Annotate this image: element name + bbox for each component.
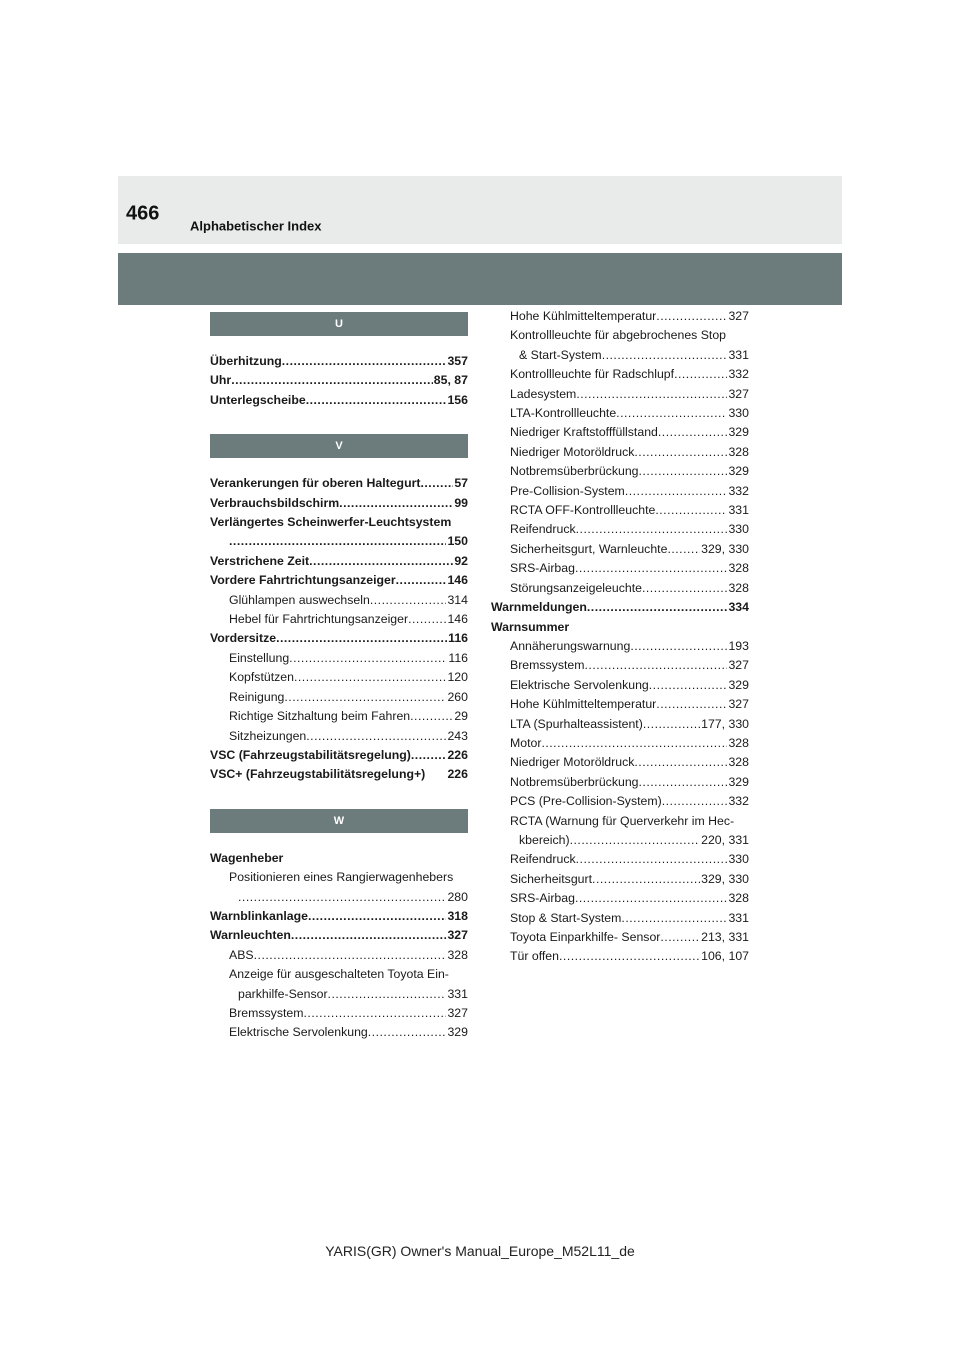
index-page-ref: 329 (728, 464, 749, 479)
index-entry-label: Sicherheitsgurt (510, 871, 593, 886)
dot-leader (634, 443, 727, 462)
dot-leader (254, 946, 447, 965)
dot-leader (303, 1004, 446, 1023)
index-page-ref: 327 (728, 386, 749, 401)
index-entry (491, 579, 749, 598)
index-entry (491, 423, 749, 442)
index-column-right (491, 307, 749, 967)
index-page-ref: 318 (447, 908, 468, 923)
index-entry-label: Verlängertes Scheinwerfer-Leuchtsystem (210, 515, 452, 530)
index-page-ref: 150 (447, 534, 468, 549)
dot-leader (616, 404, 727, 423)
index-entry-label: Vordersitze (210, 631, 277, 646)
index-entry (210, 707, 468, 726)
dot-leader (576, 520, 728, 539)
index-entry-label: Motor (510, 735, 542, 750)
dot-leader (649, 676, 728, 695)
index-entry (210, 513, 468, 532)
dot-leader (229, 532, 446, 551)
index-entry (491, 462, 749, 481)
index-entry (491, 831, 749, 850)
dot-leader (674, 365, 727, 384)
dot-leader (309, 552, 453, 571)
index-entry (210, 391, 468, 410)
dot-leader (630, 637, 727, 656)
index-entry (491, 792, 749, 811)
dot-leader (639, 773, 728, 792)
dot-leader (289, 649, 447, 668)
index-entry-label: Einstellung (229, 650, 290, 665)
index-entry-label: VSC (Fahrzeugstabilitätsregelung) (210, 747, 411, 762)
index-entry-label: Notbremsüberbrückung (510, 774, 639, 789)
dot-leader (408, 610, 446, 629)
index-entry-label: kbereich) (519, 832, 570, 847)
index-page-ref: 116 (448, 631, 468, 646)
index-entry (210, 352, 468, 371)
index-entry-label: Sicherheitsgurt, Warnleuchte (510, 541, 668, 556)
index-entry (210, 474, 468, 493)
footer-manual-id: YARIS(GR) Owner's Manual_Europe_M52L11_de (325, 1243, 635, 1259)
index-entry-label: Pre-Collision-System (510, 483, 625, 498)
header-dark-band (118, 253, 842, 305)
dot-leader (667, 540, 700, 559)
index-entry (491, 947, 749, 966)
index-entry (210, 668, 468, 687)
index-entry-label: VSC+ (Fahrzeugstabilitätsregelung+) (210, 767, 426, 782)
index-entry (491, 870, 749, 889)
index-entry-label: Notbremsüberbrückung (510, 464, 639, 479)
index-page-ref: 243 (447, 728, 468, 743)
index-page-ref: 329 (728, 774, 749, 789)
index-entry (491, 734, 749, 753)
index-page-ref: 329, 330 (701, 871, 749, 886)
index-entry (210, 552, 468, 571)
index-entry (210, 888, 468, 907)
index-page-ref: 146 (447, 573, 468, 588)
dot-leader (621, 909, 727, 928)
index-entry-label: Annäherungswarnung (510, 638, 631, 653)
index-entry (491, 812, 749, 831)
index-entry (210, 371, 468, 390)
index-entry-label: Toyota Einparkhilfe- Sensor (510, 930, 661, 944)
index-entry (210, 849, 468, 868)
index-page-ref: 327 (447, 1005, 468, 1020)
header-top-band (118, 176, 842, 244)
dot-leader (306, 391, 447, 410)
dot-leader (294, 668, 447, 687)
index-page-ref: 329 (447, 1025, 468, 1040)
index-entry (210, 610, 468, 629)
index-entry (210, 746, 468, 765)
index-entry-label: Verstrichene Zeit (210, 553, 310, 568)
dot-leader (559, 947, 700, 966)
index-entry-label: Elektrische Servolenkung (510, 677, 649, 692)
index-entry-label: LTA (Spurhalteassistent) (510, 716, 643, 731)
index-page-ref: 332 (728, 483, 749, 498)
dot-leader (411, 746, 447, 765)
index-entry (210, 765, 468, 784)
index-entry-label: Warnleuchten (210, 928, 291, 943)
index-entry (491, 637, 749, 656)
index-entry (210, 532, 468, 551)
index-entry-label: parkhilfe-Sensor (238, 986, 328, 1001)
index-page-ref: 328 (728, 561, 749, 576)
dot-leader (576, 850, 728, 869)
dot-leader (575, 559, 728, 578)
index-entry (491, 365, 749, 384)
index-entry (210, 629, 468, 648)
dot-leader (639, 462, 728, 481)
dot-leader (541, 734, 727, 753)
index-page-ref: 328 (728, 444, 749, 459)
index-page-ref: 116 (448, 650, 468, 665)
index-entry (210, 1023, 468, 1042)
index-entry-label: Stop & Start-System (510, 910, 622, 925)
index-entry-label: Elektrische Servolenkung (229, 1025, 368, 1040)
index-entry (210, 494, 468, 513)
index-page-ref: 220, 331 (701, 832, 749, 847)
dot-leader (238, 888, 446, 907)
index-page-ref: 213, 331 (701, 930, 749, 944)
index-entry-label: Ladesystem (510, 386, 577, 401)
dot-leader (592, 870, 700, 889)
index-entry-label: Sitzheizungen (229, 728, 307, 743)
index-entry-label: Wagenheber (210, 850, 284, 865)
index-entry (210, 868, 468, 887)
index-entry-label: Hebel für Fahrtrichtungsanzeiger (229, 612, 409, 627)
index-entry (491, 715, 749, 734)
index-page-ref: 29 (454, 709, 468, 724)
index-entry (491, 909, 749, 928)
dot-leader (370, 591, 447, 610)
dot-leader (420, 474, 453, 493)
dot-leader (291, 926, 447, 945)
index-page-ref: 328 (728, 735, 749, 750)
dot-leader (306, 727, 446, 746)
index-entry (210, 727, 468, 746)
index-entry-label: Überhitzung (210, 354, 282, 368)
index-page-ref: 120 (447, 670, 468, 685)
index-page-ref: 280 (447, 889, 468, 904)
index-page-ref: 327 (728, 697, 749, 712)
index-page-ref: 92 (454, 553, 468, 568)
index-page-ref: 226 (447, 747, 468, 762)
index-entry (210, 965, 468, 984)
index-entry (491, 482, 749, 501)
index-page-ref: 331 (728, 347, 749, 362)
index-entry-label: Warnmeldungen (491, 600, 587, 615)
dot-leader (410, 707, 453, 726)
index-page-ref: 357 (447, 354, 468, 368)
index-page-ref: 331 (728, 503, 749, 518)
index-page-ref: 328 (728, 580, 749, 595)
index-entry (491, 889, 749, 908)
index-column-left (210, 312, 468, 1043)
letter-heading: W (210, 809, 468, 833)
index-entry-label: Hohe Kühlmitteltemperatur (510, 309, 657, 323)
dot-leader (308, 907, 447, 926)
index-entry-label: SRS-Airbag (510, 561, 575, 576)
index-entry-label: Positionieren eines Rangierwagenhebers (229, 870, 454, 885)
index-entry (491, 773, 749, 792)
dot-leader (584, 656, 727, 675)
index-page-ref: 332 (728, 367, 749, 382)
index-page-ref: 99 (454, 495, 468, 510)
dot-leader (575, 889, 728, 908)
index-page-ref: 329 (728, 425, 749, 440)
index-page-ref: 177, 330 (701, 716, 749, 731)
dot-leader (576, 385, 727, 404)
index-entry-label: Uhr (210, 373, 232, 388)
index-entry (491, 559, 749, 578)
index-page-ref: 329, 330 (701, 541, 749, 556)
dot-leader (284, 688, 446, 707)
index-entry (491, 618, 749, 637)
index-entry-label: Kopfstützen (229, 670, 294, 685)
index-page-ref: 146 (447, 612, 468, 627)
index-entry-label: Niedriger Motoröldruck (510, 444, 635, 459)
index-entry-label: & Start-System (519, 347, 602, 362)
dot-leader (658, 423, 728, 442)
dot-leader (276, 629, 447, 648)
dot-leader (282, 352, 447, 371)
index-entry-label: Reifendruck (510, 522, 576, 537)
index-entry-label: Bremssystem (510, 658, 585, 673)
index-page-ref: 156 (447, 392, 468, 407)
index-entry-label: Glühlampen auswechseln (229, 592, 370, 607)
index-entry (210, 649, 468, 668)
dot-leader (656, 695, 727, 714)
dot-leader (656, 307, 727, 326)
index-page-ref: 106, 107 (701, 949, 749, 964)
dot-leader (368, 1023, 447, 1042)
dot-leader (662, 792, 728, 811)
dot-leader (328, 985, 447, 1004)
index-entry-label: RCTA OFF-Kontrollleuchte (510, 503, 656, 518)
index-entry (491, 346, 749, 365)
index-page-ref: 57 (454, 476, 468, 491)
index-entry-label: Niedriger Motoröldruck (510, 755, 635, 770)
index-entry (491, 656, 749, 675)
dot-leader (660, 928, 700, 947)
index-entry-label: Niedriger Kraftstofffüllstand (510, 425, 658, 440)
dot-leader (634, 753, 727, 772)
index-page-ref: 327 (728, 658, 749, 673)
index-entry-label: Reinigung (229, 689, 285, 704)
index-entry (491, 850, 749, 869)
index-entry-label: Reifendruck (510, 852, 576, 867)
index-entry (491, 520, 749, 539)
dot-leader (396, 571, 447, 590)
dot-leader (643, 715, 700, 734)
index-page-ref: 331 (447, 986, 468, 1001)
index-entry (491, 326, 749, 345)
index-entry-label: LTA-Kontrollleuchte (510, 406, 617, 421)
index-entry-label: Unterlegscheibe (210, 392, 306, 407)
index-entry (491, 443, 749, 462)
section-title: Alphabetischer Index (190, 218, 322, 234)
index-entry-label: Kontrollleuchte für abgebrochenes Stop (510, 328, 727, 343)
index-entry-label: Richtige Sitzhaltung beim Fahren (229, 709, 411, 724)
index-entry (491, 676, 749, 695)
index-entry-label: Kontrollleuchte für Radschlupf (510, 367, 675, 382)
index-page-ref: 327 (447, 928, 468, 943)
index-entry (210, 926, 468, 945)
index-entry-label: ABS (229, 947, 254, 962)
index-page-ref: 334 (728, 600, 749, 615)
index-entry (491, 598, 749, 617)
index-page-ref: 330 (728, 522, 749, 537)
dot-leader (625, 482, 728, 501)
dot-leader (587, 598, 728, 617)
index-entry (210, 946, 468, 965)
index-entry-label: Warnsummer (491, 619, 570, 634)
index-entry (491, 928, 749, 947)
index-entry (210, 591, 468, 610)
index-page-ref: 328 (728, 891, 749, 906)
index-entry (210, 1004, 468, 1023)
index-entry-label: PCS (Pre-Collision-System) (510, 794, 662, 809)
index-entry-label: Verankerungen für oberen Haltegurt (210, 476, 421, 491)
index-entry (210, 571, 468, 590)
index-entry (491, 404, 749, 423)
index-page-ref: 85, 87 (433, 373, 468, 388)
index-page-ref: 330 (728, 852, 749, 867)
index-entry-label: Störungsanzeigeleuchte (510, 580, 642, 595)
page-number: 466 (126, 202, 160, 225)
index-page-ref: 328 (728, 755, 749, 770)
index-entry (491, 753, 749, 772)
index-entry-label: Anzeige für ausgeschalteten Toyota Ein- (229, 967, 449, 982)
index-entry-label: Vordere Fahrtrichtungsanzeiger (210, 573, 396, 588)
letter-heading: U (210, 312, 468, 336)
index-page-ref: 329 (728, 677, 749, 692)
index-page-ref: 327 (728, 309, 749, 323)
index-entry (491, 501, 749, 520)
dot-leader (570, 831, 701, 850)
index-entry (491, 695, 749, 714)
index-entry (491, 540, 749, 559)
dot-leader (602, 346, 728, 365)
index-page-ref: 314 (447, 592, 468, 607)
index-entry-label: Bremssystem (229, 1005, 304, 1020)
index-entry (210, 985, 468, 1004)
dot-leader (642, 579, 728, 598)
letter-heading: V (210, 434, 468, 458)
index-entry-label: SRS-Airbag (510, 891, 575, 906)
index-entry-label: Warnblinkanlage (210, 908, 308, 923)
index-page-ref: 332 (728, 794, 749, 809)
index-page-ref: 330 (728, 406, 749, 421)
index-entry-label: Hohe Kühlmitteltemperatur (510, 697, 657, 712)
index-page-ref: 328 (447, 947, 468, 962)
index-entry (491, 307, 749, 326)
index-entry (210, 688, 468, 707)
index-page-ref: 260 (447, 689, 468, 704)
dot-leader (231, 371, 433, 390)
index-entry-label: Verbrauchsbildschirm (210, 495, 340, 510)
index-page-ref: 193 (728, 638, 749, 653)
index-page-ref: 226 (447, 767, 468, 782)
dot-leader (339, 494, 453, 513)
index-entry-label: RCTA (Warnung für Querverkehr im Hec- (510, 813, 735, 828)
index-page-ref: 331 (728, 910, 749, 925)
index-entry-label: Tür offen (510, 949, 559, 964)
dot-leader (655, 501, 727, 520)
index-entry (491, 385, 749, 404)
index-entry (210, 907, 468, 926)
